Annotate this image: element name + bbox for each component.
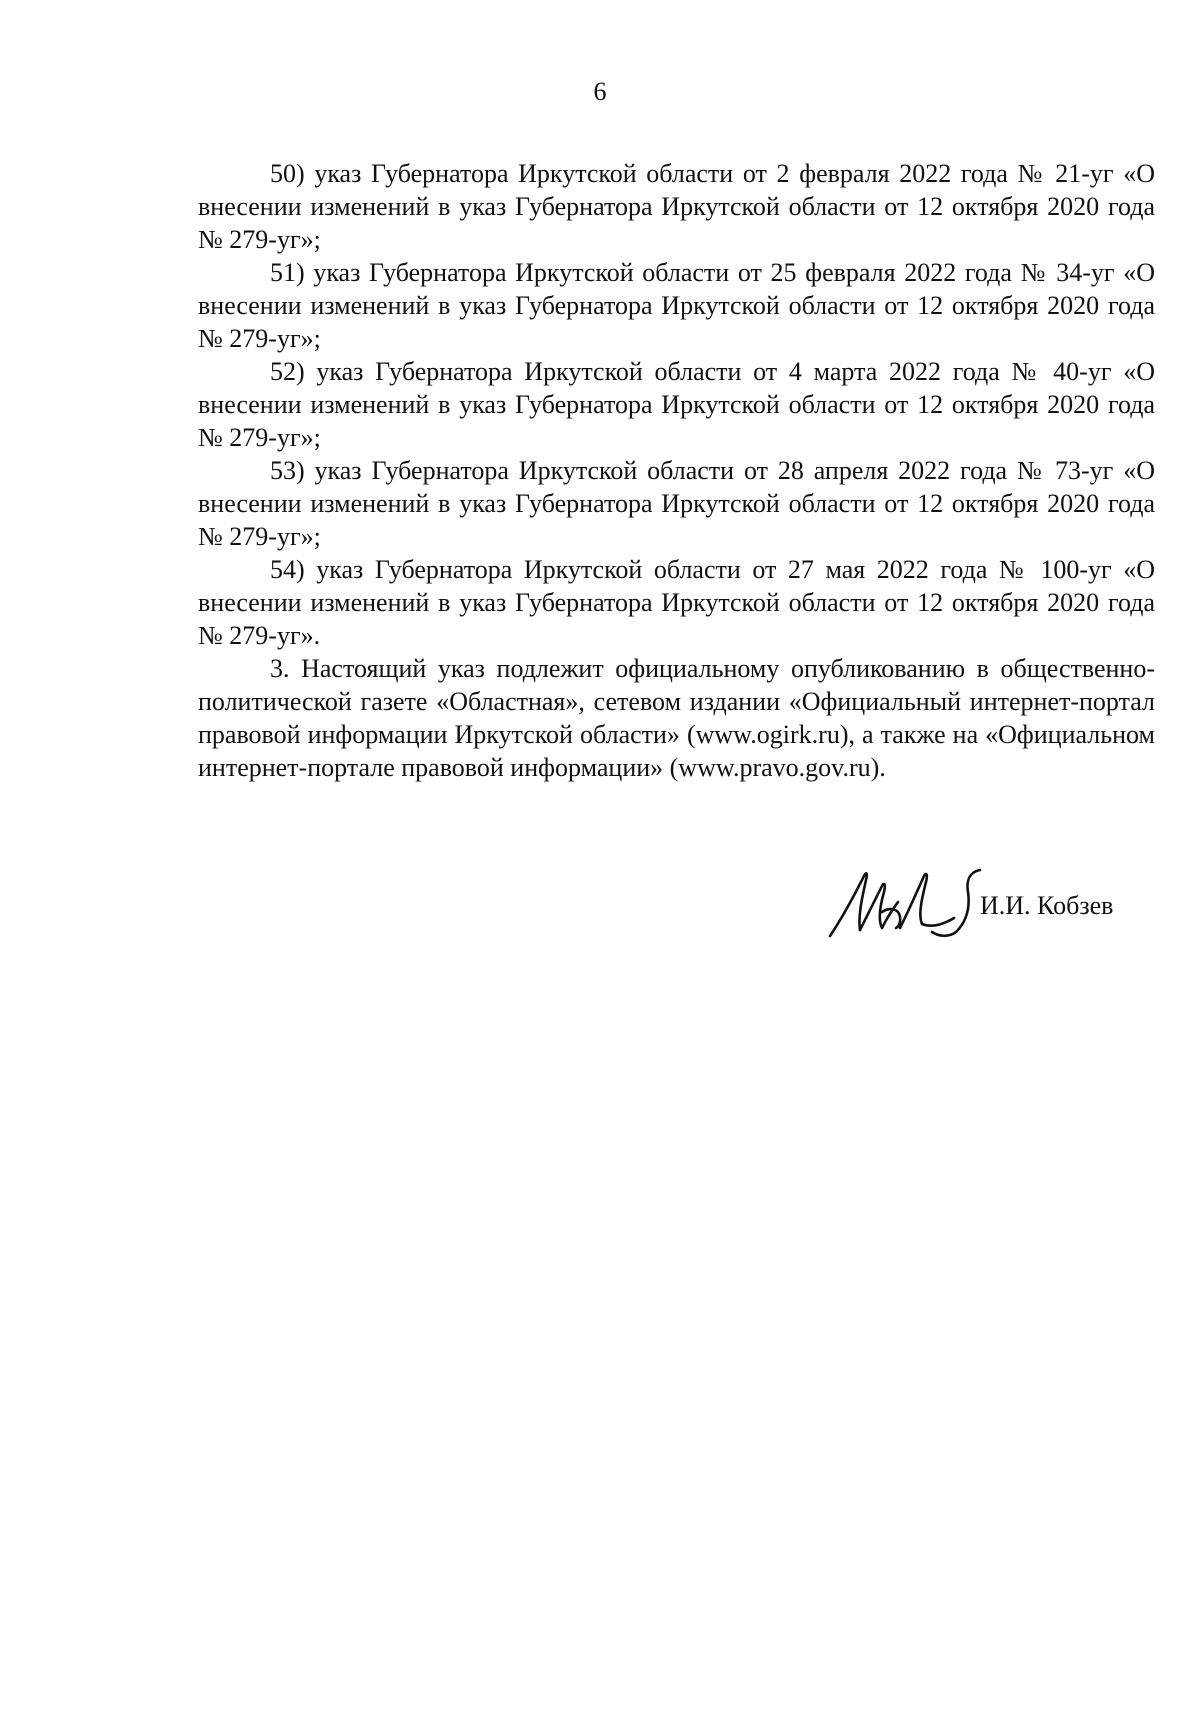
list-item: 51) указ Губернатора Иркутской области от 25 февраля 2022 года № 34-уг «О внесении изменений в указ Губернатора Иркутской области от 12 октября 2020 года № 279-уг»; bbox=[198, 258, 1155, 353]
handwritten-signature-icon bbox=[820, 862, 985, 942]
list-item: 53) указ Губернатора Иркутской области от 28 апреля 2022 года № 73-уг «О внесении изменений в указ Губернатора Иркутской области от 12 октября 2020 года № 279-уг»; bbox=[198, 456, 1155, 551]
page-number: 6 bbox=[593, 77, 607, 106]
list-item: 52) указ Губернатора Иркутской области от 4 марта 2022 года № 40-уг «О внесении изменений в указ Губернатора Иркутской области от 12 октября 2020 года № 279-уг»; bbox=[198, 357, 1155, 452]
list-item: 54) указ Губернатора Иркутской области от 27 мая 2022 года № 100-уг «О внесении изменений в указ Губернатора Иркутской области от 12 октября 2020 года № 279-уг». bbox=[198, 555, 1155, 650]
publication-clause: 3. Настоящий указ подлежит официальному опубликованию в общественно-политической газете «Областная», сетевом издании «Официальный интернет-портал правовой информации Иркутской области» (www.ogirk.ru), а также на «Официальном интернет-портале правовой информации» (www.pravo.gov.ru). bbox=[198, 654, 1155, 782]
signature-block bbox=[820, 862, 1140, 942]
document-body bbox=[198, 157, 1155, 784]
list-item: 50) указ Губернатора Иркутской области от 2 февраля 2022 года № 21-уг «О внесении изменений в указ Губернатора Иркутской области от 12 октября 2020 года № 279-уг»; bbox=[198, 159, 1155, 254]
signer-name: И.И. Кобзев bbox=[980, 891, 1114, 920]
